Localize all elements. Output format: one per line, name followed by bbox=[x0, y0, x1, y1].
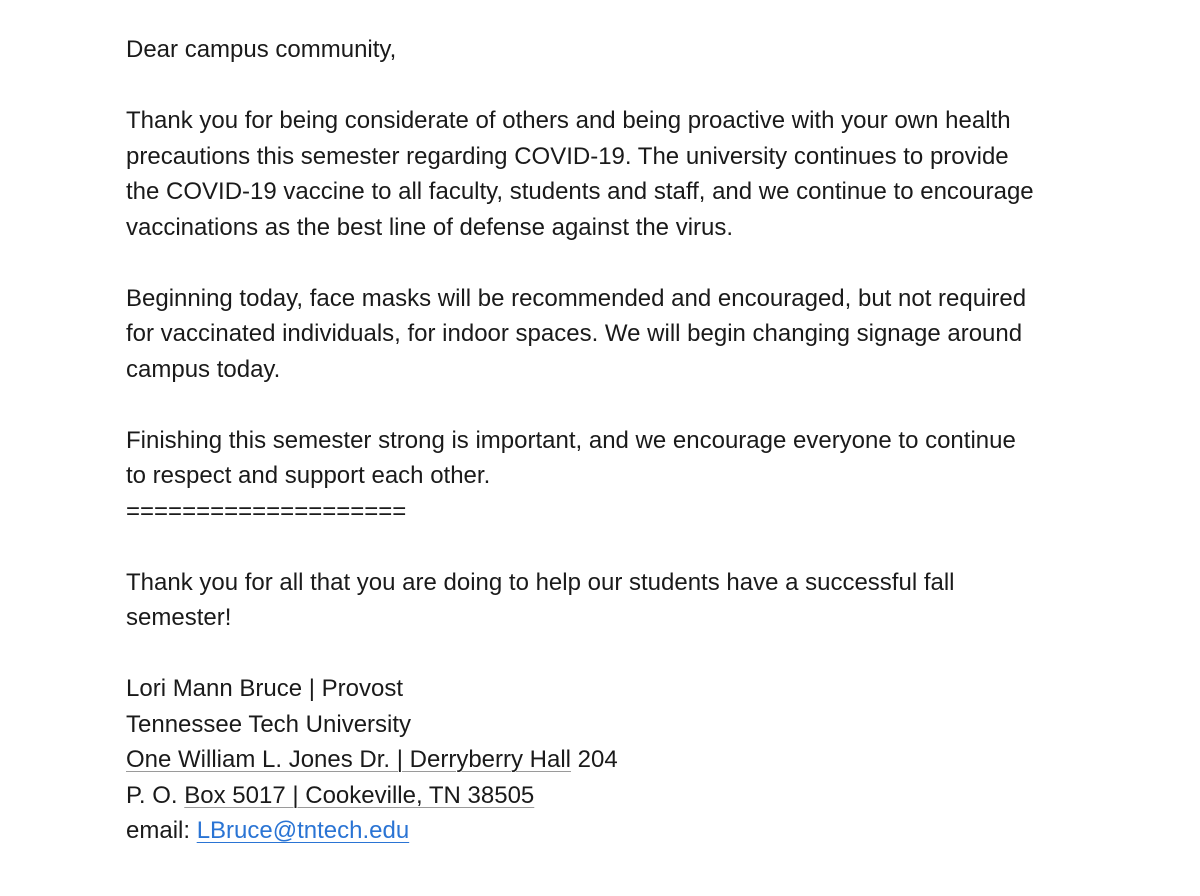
paragraph-line: vaccinations as the best line of defense against the virus. bbox=[126, 213, 734, 241]
paragraph-line: to respect and support each other. bbox=[126, 462, 491, 489]
signature-address-line-2 bbox=[126, 778, 1126, 814]
address-prefix: P. O. bbox=[126, 781, 185, 809]
separator-line: ==================== bbox=[126, 497, 407, 525]
paragraph-gap bbox=[126, 68, 1126, 104]
paragraph-line: Beginning today, face masks will be recommended and encouraged, but not required bbox=[126, 284, 1027, 312]
address-suffix: 204 bbox=[571, 746, 618, 773]
paragraph-thanks bbox=[126, 103, 1126, 245]
email-label: email: bbox=[126, 817, 197, 844]
signature-address-line-1 bbox=[126, 742, 1126, 778]
paragraph-gap bbox=[126, 529, 1126, 565]
paragraph-line: Thank you for being considerate of others and being proactive with your own health bbox=[126, 107, 1011, 134]
paragraph-masks bbox=[126, 281, 1126, 388]
email-link[interactable]: LBruce@tntech.edu bbox=[196, 817, 410, 844]
paragraph-finishing bbox=[126, 423, 1126, 494]
signature-name-title: Lori Mann Bruce | Provost bbox=[126, 675, 404, 702]
paragraph-closing bbox=[126, 565, 1126, 636]
paragraph-line: the COVID-19 vaccine to all faculty, students and staff, and we continue to encourage bbox=[126, 178, 1034, 205]
paragraph-line: precautions this semester regarding COVID-19. The university continues to provide bbox=[126, 142, 1009, 170]
paragraph-line: campus today. bbox=[126, 355, 281, 383]
paragraph-line: for vaccinated individuals, for indoor spaces. We will begin changing signage around bbox=[126, 320, 1023, 347]
address-link[interactable]: One William L. Jones Dr. | Derryberry Hall bbox=[126, 746, 572, 773]
po-box-link[interactable]: Box 5017 | Cookeville, TN 38505 bbox=[184, 781, 535, 809]
paragraph-gap bbox=[126, 636, 1126, 672]
paragraph-gap bbox=[126, 387, 1126, 423]
signature-university: Tennessee Tech University bbox=[126, 710, 412, 738]
paragraph-line: Thank you for all that you are doing to help our students have a successful fall bbox=[126, 568, 955, 596]
signature-email-line bbox=[126, 813, 1126, 849]
email-body bbox=[126, 32, 1126, 849]
greeting: Dear campus community, bbox=[126, 36, 397, 63]
paragraph-line: Finishing this semester strong is important, and we encourage everyone to continue bbox=[126, 426, 1016, 454]
paragraph-line: semester! bbox=[126, 604, 232, 631]
paragraph-gap bbox=[126, 245, 1126, 281]
signature-block bbox=[126, 671, 1126, 849]
